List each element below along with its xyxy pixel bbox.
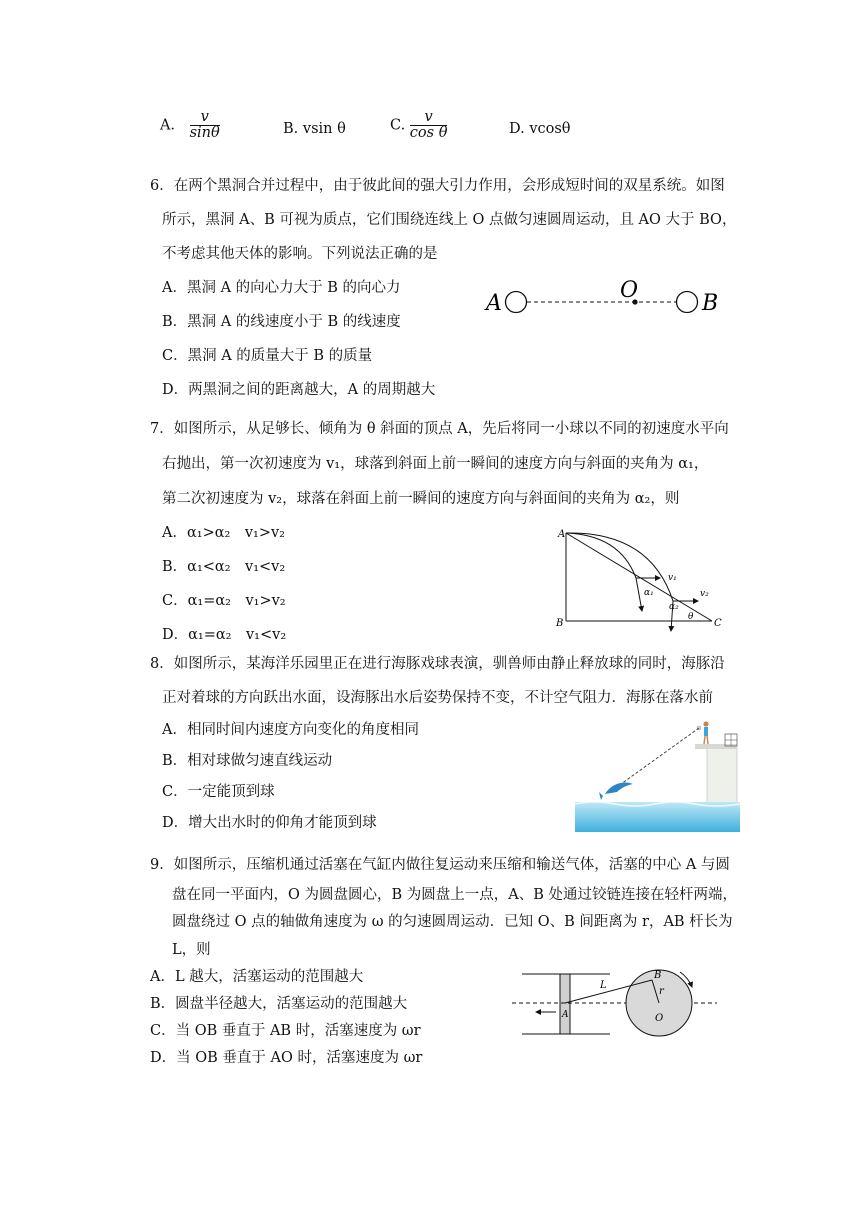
q8-option-d: D．增大出水时的仰角才能顶到球 [162,815,377,831]
q5-option-a [160,110,220,141]
q5-option-d: D. vcosθ [509,121,571,137]
q9-stem-line4: L，则 [172,942,211,958]
q9-label-o: O [655,1013,664,1024]
q7-option-a: A．α₁>α₂ v₁>v₂ [162,525,285,541]
q9-stem-line2: 盘在同一平面内，O 为圆盘圆心，B 为圆盘上一点，A、B 处通过铰链连接在轻杆两端， [172,887,737,903]
q7-incline [566,533,712,621]
q9-option-c: C．当 OB 垂直于 AB 时，活塞速度为 ωr [150,1023,421,1039]
q6-binary-figure [480,275,730,325]
q9-option-a: A．L 越大，活塞运动的范围越大 [150,969,364,985]
q9-label-a: A [562,1010,569,1020]
q8-option-a: A．相同时间内速度方向变化的角度相同 [162,722,419,738]
q7-label-c: C [714,618,722,629]
q9-label-b: B [654,970,662,981]
q7-label-v2: v₂ [700,589,709,599]
q8-dolphin [605,782,633,794]
q5-option-c-denominator: cos θ [409,125,448,141]
q8-platform [707,748,737,806]
q6-option-c: C．黑洞 A 的质量大于 B 的质量 [162,348,373,364]
q9-compressor-figure [512,962,717,1056]
q6-black-hole-a [506,292,527,313]
q7-stem-line1: 7．如图所示，从足够长、倾角为 θ 斜面的顶点 A，先后将同一小球以不同的初速度水平向 [150,421,729,437]
q7-label-b: B [556,618,564,629]
q9-option-d: D．当 OB 垂直于 AO 时，活塞速度为 ωr [150,1050,423,1066]
q6-option-a: A．黑洞 A 的向心力大于 B 的向心力 [162,280,401,296]
q6-option-b: B．黑洞 A 的线速度小于 B 的线速度 [162,314,401,330]
q5-option-c-numerator: v [410,110,448,126]
q6-stem-line3: 不考虑其他天体的影响。下列说法正确的是 [162,246,438,262]
q6-stem-line1: 6．在两个黑洞合并过程中，由于彼此间的强大引力作用，会形成短时间的双星系统。如图 [150,178,725,194]
q8-option-b: B．相对球做匀速直线运动 [162,753,333,769]
q8-option-c: C．一定能顶到球 [162,784,275,800]
q5-option-a-numerator: v [190,110,220,126]
q7-velocity-1 [636,578,642,611]
q8-aim-line [621,728,699,784]
q5-option-a-prefix: A． [160,117,185,134]
q7-label-alpha2: α₂ [669,602,679,612]
q7-label-a: A [558,529,566,540]
q9-option-b: B．圆盘半径越大，活塞运动的范围越大 [150,996,408,1012]
q5-option-c-prefix: C. [390,117,406,134]
q9-stem-line1: 9．如图所示，压缩机通过活塞在气缸内做往复运动来压缩和输送气体，活塞的中心 A 与圆 [150,857,730,873]
q8-dolphin-figure [575,714,740,832]
q9-label-r: r [659,986,664,997]
q7-label-theta: θ [688,612,694,622]
q9-piston [560,974,570,1034]
q7-stem-line3: 第二次初速度为 v₂，球落在斜面上前一瞬间的速度方向与斜面间的夹角为 α₂，则 [162,491,680,507]
q7-label-v1: v₁ [668,573,677,583]
q9-label-l: L [600,980,607,991]
q7-stem-line2: 右抛出，第一次初速度为 v₁，球落到斜面上前一瞬间的速度方向与斜面的夹角为 α₁， [162,456,709,472]
q8-trainer-head [703,721,708,726]
q7-label-alpha1: α₁ [644,588,654,598]
q6-label-b: B [702,291,719,316]
q9-stem-line3: 圆盘绕过 O 点的轴做角速度为 ω 的匀速圆周运动．已知 O、B 间距离为 r，AB 杆长为 [172,914,733,930]
q7-option-d: D．α₁=α₂ v₁<v₂ [162,627,287,643]
q8-trainer-body [704,727,708,736]
q5-option-c-fraction [410,110,448,141]
q6-option-d: D．两黑洞之间的距离越大，A 的周期越大 [162,382,436,398]
q8-stem-line1: 8．如图所示，某海洋乐园里正在进行海豚戏球表演，驯兽师由静止释放球的同时，海豚沿 [150,656,725,672]
q7-option-b: B．α₁<α₂ v₁<v₂ [162,559,286,575]
q6-stem-line2: 所示，黑洞 A、B 可视为质点，它们围绕连线上 O 点做匀速圆周运动，且 AO 大于 BO， [162,212,737,228]
q6-black-hole-b [677,292,698,313]
q5-option-b: B. vsin θ [283,121,346,137]
q5-option-c [390,110,447,141]
q5-option-a-denominator: sinθ [189,125,220,141]
q5-option-a-fraction [190,110,220,141]
q6-label-a: A [486,291,502,316]
q6-label-o: O [620,278,639,303]
q8-stem-line2: 正对着球的方向跃出水面，设海豚出水后姿势保持不变，不计空气阻力．海豚在落水前 [162,690,713,706]
q7-option-c: C．α₁=α₂ v₁>v₂ [162,593,286,609]
q7-incline-figure [550,525,730,635]
